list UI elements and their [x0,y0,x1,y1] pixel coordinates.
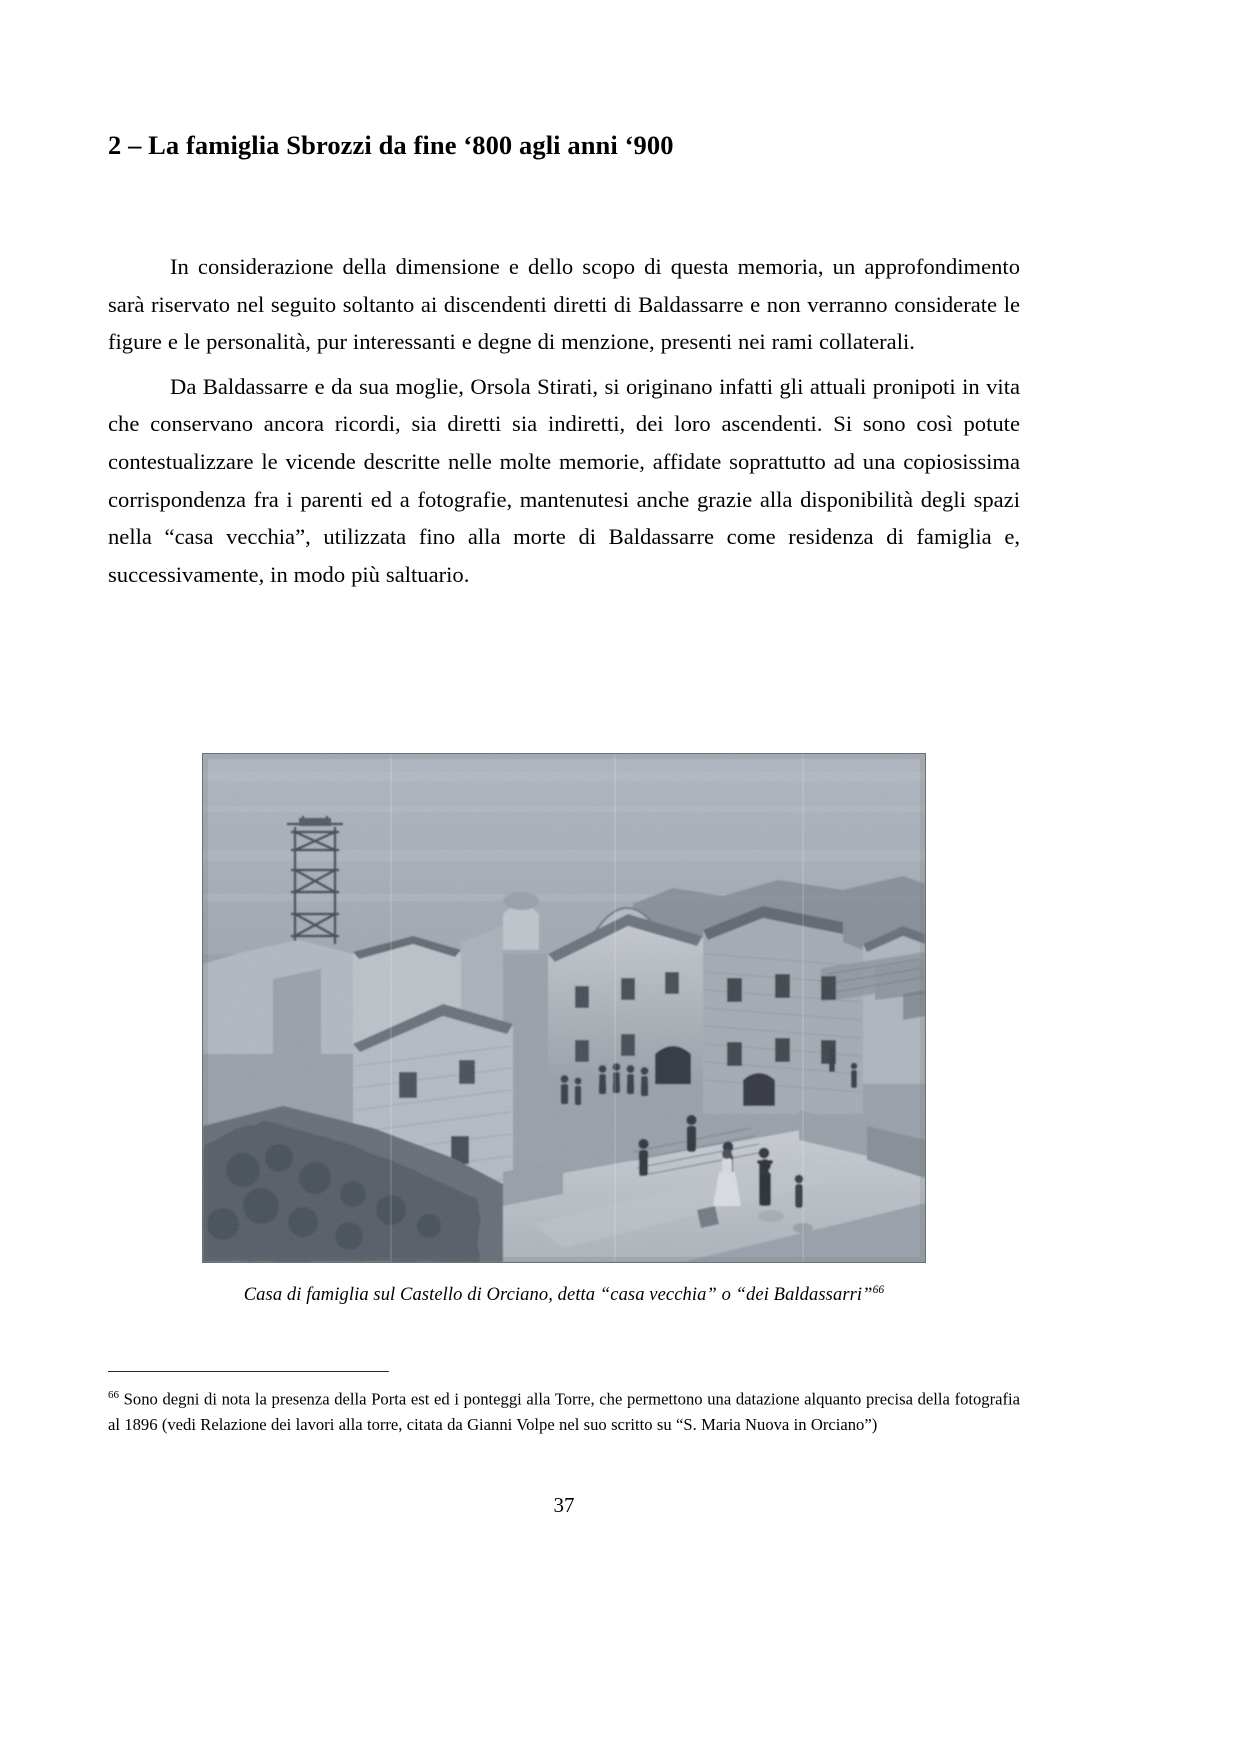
figure-caption [108,1284,1020,1306]
footnote-separator [108,1371,389,1372]
page-number: 37 [553,1493,575,1517]
footnote-section [108,1371,1020,1437]
body-text [108,248,1020,597]
figure-caption-footnote-marker: 66 [872,1284,885,1296]
historical-photograph [202,753,926,1263]
paragraph-intro: In considerazione della dimensione e dello scopo di questa memoria, un approfondimento sarà riservato nel seguito soltanto ai discendenti diretti di Baldassarre e non verranno considerate le figure e le personalità, pur interessanti e degne di menzione, presenti nei rami collaterali. [108,254,1020,355]
figure-caption-text: Casa di famiglia sul Castello di Orciano, detta “casa vecchia” o “dei Baldassarri” [243,1285,873,1306]
paragraph-pronipoti: Da Baldassarre e da sua moglie, Orsola Stirati, si originano infatti gli attuali pronipoti in vita che conservano ancora ricordi, sia diretti sia indiretti, dei loro ascendenti. Si sono così potute contestualizzare le vicende descritte nelle molte memorie, affidate soprattutto ad una copiosissima corrispondenza fra i parenti ed a fotografie, mantenutesi anche grazie alla disponibilità degli spazi nella “casa vecchia”, utilizzata fino alla morte di Baldassarre come residenza di famiglia e, successivamente, in modo più saltuario. [108,373,1020,587]
page-title: 2 – La famiglia Sbrozzi da fine ‘800 agli anni ‘900 [108,130,674,160]
footnote-body: Sono degni di nota la presenza della Porta est ed i ponteggi alla Torre, che permettono una datazione alquanto precisa della fotografia al 1896 (vedi Relazione dei lavori alla torre, citata da Gianni Volpe nel suo scritto su “S. Maria Nuova in Orciano”) [108,1389,1020,1434]
footnote-marker: 66 [108,1389,119,1401]
footnote-entry [108,1383,1020,1437]
figure-block [108,753,1020,1306]
photograph-image [203,754,925,1262]
